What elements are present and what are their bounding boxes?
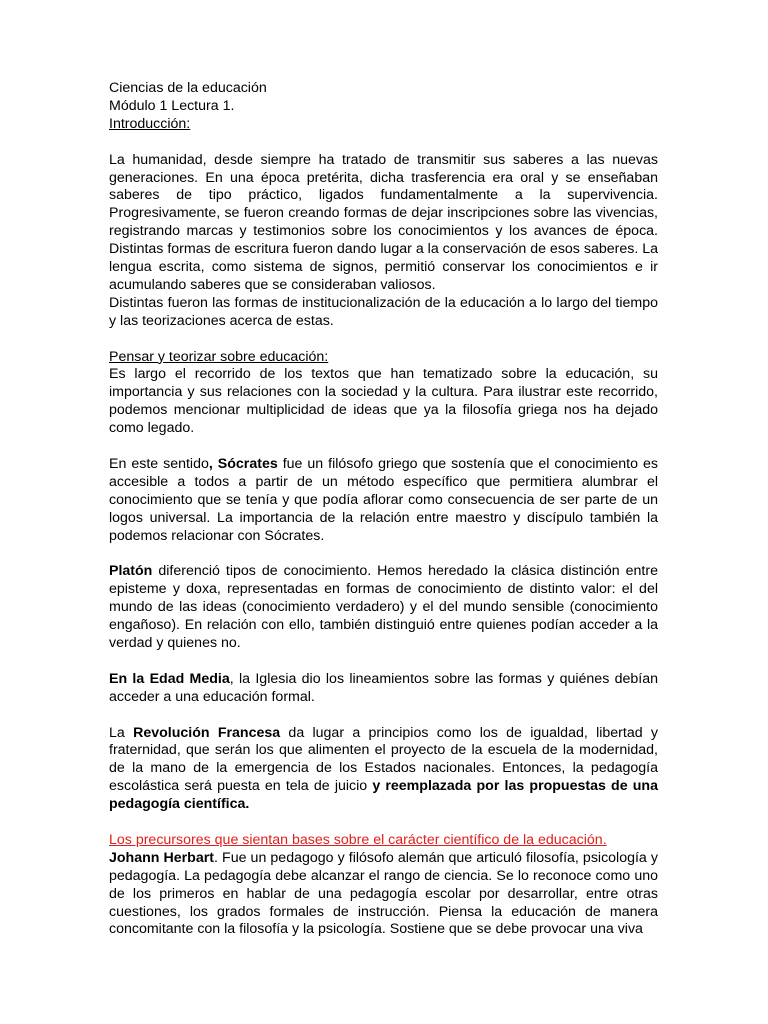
herbart-paragraph xyxy=(109,850,658,940)
intro-paragraph-2: Distintas fueron las formas de institucionalización de la educación a lo largo del tiempo y las teorizaciones acerca de estas. xyxy=(109,294,658,329)
platon-paragraph xyxy=(109,563,658,653)
herbart-text: . Fue un pedagogo y filósofo alemán que articuló filosofía, psicología y pedagogía. La pedagogía debe alcanzar el rango de ciencia. Se lo reconoce como uno de los primeros en hablar de una pedagogía escolar por desarrollar, entre otras cuestiones, los grados formales de instrucción. Piensa la educación de manera concomitante con la filosofía y la psicología. Sostiene que se debe provocar una viva xyxy=(109,849,658,938)
intro-heading: Introducción: xyxy=(109,115,191,132)
herbart-name: Johann Herbart xyxy=(109,849,214,866)
revolucion-lead: La xyxy=(109,724,134,741)
edad-media-text: , la Iglesia dio los lineamientos sobre las formas y quiénes debían acceder a una educación formal. xyxy=(109,670,658,705)
revolucion-paragraph xyxy=(109,725,658,815)
socrates-name: , Sócrates xyxy=(208,455,278,472)
document-page xyxy=(109,80,658,939)
revolucion-text: da lugar a principios como los de igualdad, libertad y fraternidad, que serán los que alimenten el proyecto de la escuela de la modernidad, de la mano de la emergencia de los Estados nacionales. Entonces, la pedagogía escolástica será puesta en tela de juicio xyxy=(109,724,658,795)
pensar-heading: Pensar y teorizar sobre educación: xyxy=(109,348,329,365)
edad-media-paragraph xyxy=(109,671,658,707)
revolucion-bold-tail: y reemplazada por las propuestas de una pedagogía científica. xyxy=(109,778,658,813)
precursores-heading: Los precursores que sientan bases sobre el carácter científico de la educación. xyxy=(109,831,607,848)
socrates-lead: En este sentido xyxy=(109,455,209,472)
pensar-paragraph: Es largo el recorrido de los textos que han tematizado sobre la educación, su importancia y sus relaciones con la sociedad y la cultura. Para ilustrar este recorrido, podemos mencionar multiplicidad de ideas que ya la filosofía griega nos ha dejado como legado. xyxy=(109,366,658,437)
edad-media-name: En la Edad Media xyxy=(109,670,230,687)
socrates-text: fue un filósofo griego que sostenía que el conocimiento es accesible a todos a partir de un método específico que permitiera alumbrar el conocimiento que se tenía y que podía aflorar como consecuencia de ser parte de un logos universal. La importancia de la relación entre maestro y discípulo también la podemos relacionar con Sócrates. xyxy=(109,455,658,544)
platon-text: diferenció tipos de conocimiento. Hemos heredado la clásica distinción entre episteme y doxa, representadas en formas de conocimiento de distinto valor: el del mundo de las ideas (conocimiento verdadero) y el del mundo sensible (conocimiento engañoso). En relación con ello, también distinguió entre quienes podían acceder a la verdad y quienes no. xyxy=(109,563,658,652)
course-title: Ciencias de la educación xyxy=(109,80,267,96)
intro-paragraph-1: La humanidad, desde siempre ha tratado de transmitir sus saberes a las nuevas generaciones. En una época pretérita, dicha trasferencia era oral y se enseñaban saberes de tipo práctico, ligados fundamentalmente a la supervivencia. Progresivamente, se fueron creando formas de dejar inscripciones sobre las vivencias, registrando marcas y testimonios sobre los conocimientos y los avances de época. Distintas formas de escritura fueron dando lugar a la conservación de esos saberes. La lengua escrita, como sistema de signos, permitió conservar los conocimientos e ir acumulando saberes que se consideraban valiosos. xyxy=(109,151,658,293)
socrates-paragraph xyxy=(109,456,658,546)
revolucion-name: Revolución Francesa xyxy=(133,724,281,741)
module-lecture: Módulo 1 Lectura 1. xyxy=(109,97,235,114)
platon-name: Platón xyxy=(109,563,153,580)
